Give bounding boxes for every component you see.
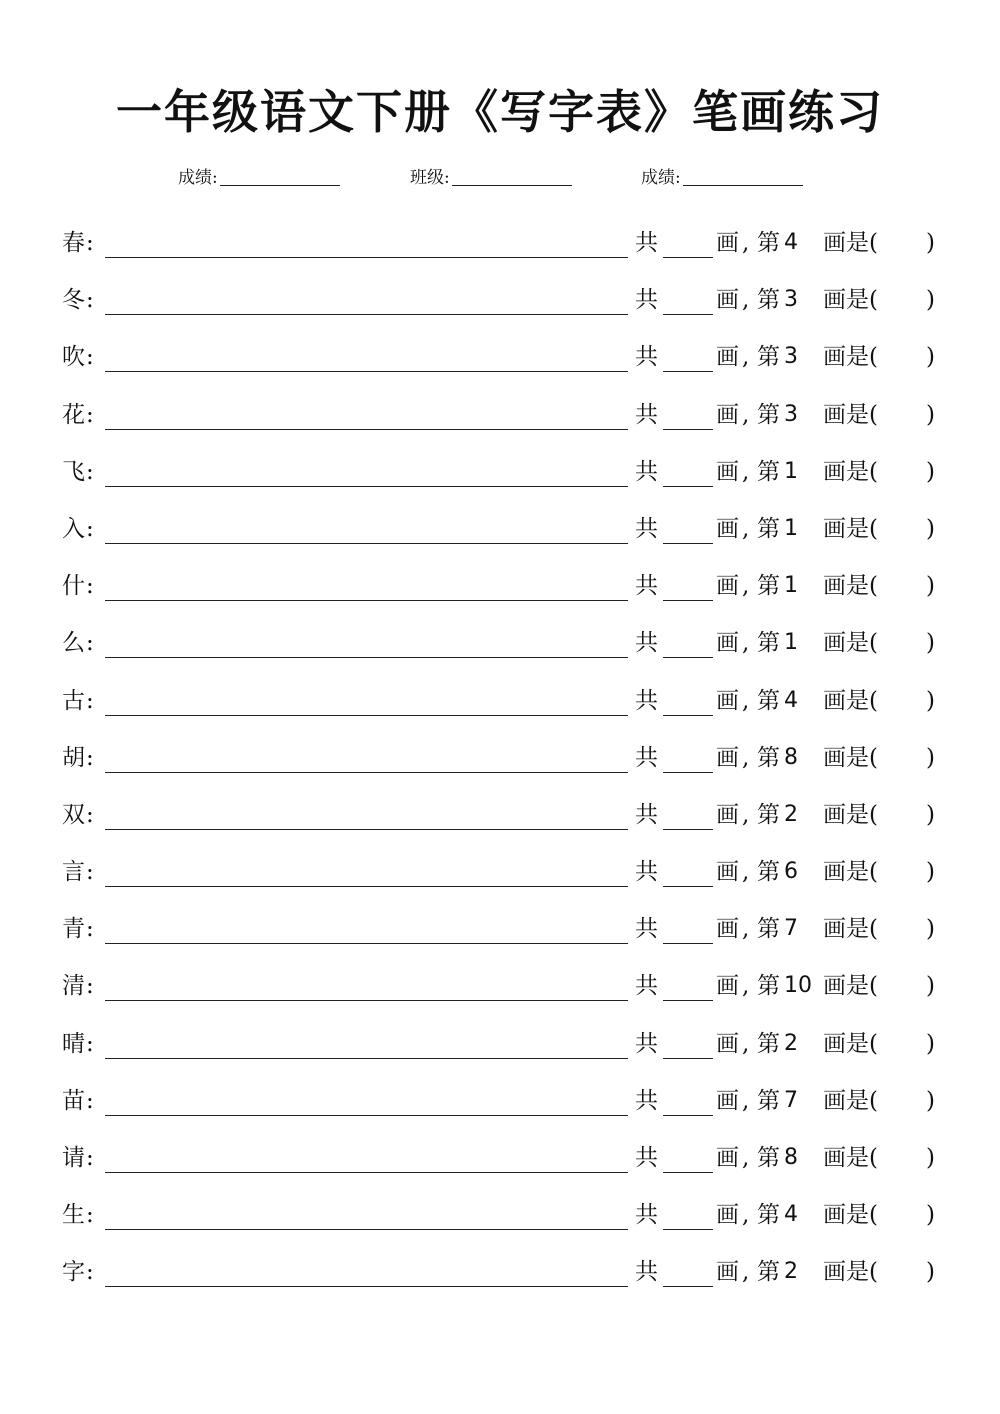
hua-label: 画 [716, 630, 739, 657]
answer-paren-close: ) [926, 401, 935, 428]
hua-label: 画 [716, 573, 739, 600]
exercise-row [0, 900, 1000, 957]
row-colon: : [86, 1202, 94, 1229]
score-label: 成绩: [178, 168, 218, 188]
exercise-row [0, 672, 1000, 729]
exercise-row [0, 386, 1000, 443]
answer-paren-close: ) [926, 230, 935, 256]
total-strokes-blank[interactable] [663, 886, 713, 887]
row-character: 古 [62, 687, 85, 714]
exercise-row [0, 1015, 1000, 1072]
stroke-index: 4 [784, 230, 798, 255]
total-strokes-blank[interactable] [663, 543, 713, 544]
class-label: 班级: [410, 168, 450, 188]
total-prefix: 共 [635, 1145, 658, 1171]
total-prefix: 共 [635, 573, 658, 600]
total-strokes-blank[interactable] [663, 943, 713, 944]
answer-paren-close: ) [926, 1087, 935, 1114]
exercise-row [0, 271, 1000, 328]
stroke-writing-line[interactable] [105, 1172, 628, 1173]
stroke-question: 画是( [823, 1087, 878, 1114]
row-colon: : [86, 344, 94, 371]
stroke-writing-line[interactable] [105, 1058, 628, 1059]
di-label: 第 [757, 230, 780, 256]
hua-label: 画 [716, 744, 739, 771]
row-comma: , [742, 801, 750, 828]
row-colon: : [86, 859, 94, 886]
row-comma: , [742, 630, 750, 657]
total-strokes-blank[interactable] [663, 257, 713, 258]
stroke-writing-line[interactable] [105, 543, 628, 544]
row-comma: , [742, 515, 750, 542]
total-prefix: 共 [635, 859, 658, 886]
row-colon: : [86, 744, 94, 771]
di-label: 第 [757, 401, 780, 428]
row-colon: : [86, 1145, 94, 1171]
row-colon: : [86, 458, 94, 485]
stroke-index: 1 [784, 630, 798, 656]
hua-label: 画 [716, 1145, 739, 1171]
di-label: 第 [757, 515, 780, 542]
stroke-index: 3 [784, 344, 798, 370]
hua-label: 画 [716, 287, 739, 314]
stroke-index: 1 [784, 458, 798, 484]
row-comma: , [742, 916, 750, 943]
total-prefix: 共 [635, 1030, 658, 1057]
stroke-question: 画是( [823, 515, 878, 542]
row-character: 飞 [62, 458, 85, 485]
row-character: 苗 [62, 1087, 85, 1114]
row-character: 冬 [62, 287, 85, 314]
row-character: 入 [62, 515, 85, 542]
total-strokes-blank[interactable] [663, 715, 713, 716]
row-comma: , [742, 344, 750, 371]
row-character: 请 [62, 1145, 85, 1171]
stroke-writing-line[interactable] [105, 943, 628, 944]
di-label: 第 [757, 1087, 780, 1114]
row-colon: : [86, 1259, 94, 1286]
hua-label: 画 [716, 859, 739, 886]
stroke-question: 画是( [823, 973, 878, 1000]
stroke-question: 画是( [823, 458, 878, 485]
hua-label: 画 [716, 1030, 739, 1057]
exercise-row [0, 1129, 1000, 1186]
stroke-question: 画是( [823, 859, 878, 886]
info-bar [0, 165, 1000, 191]
exercise-row [0, 1186, 1000, 1243]
row-character: 字 [62, 1259, 85, 1286]
answer-paren-close: ) [926, 1202, 935, 1229]
hua-label: 画 [716, 973, 739, 1000]
di-label: 第 [757, 801, 780, 828]
exercise-row [0, 1072, 1000, 1129]
stroke-question: 画是( [823, 344, 878, 371]
total-prefix: 共 [635, 287, 658, 314]
stroke-writing-line[interactable] [105, 314, 628, 315]
answer-paren-close: ) [926, 515, 935, 542]
total-strokes-blank[interactable] [663, 429, 713, 430]
page-title: 一年级语文下册《写字表》笔画练习 [116, 85, 884, 139]
stroke-index: 3 [784, 401, 798, 427]
exercise-row [0, 729, 1000, 786]
row-colon: : [86, 401, 94, 428]
total-prefix: 共 [635, 515, 658, 542]
class-field [410, 165, 572, 191]
stroke-writing-line[interactable] [105, 1229, 628, 1230]
row-colon: : [86, 916, 94, 943]
row-colon: : [86, 230, 94, 256]
answer-paren-close: ) [926, 344, 935, 371]
stroke-question: 画是( [823, 687, 878, 714]
answer-paren-close: ) [926, 687, 935, 714]
total-strokes-blank[interactable] [663, 314, 713, 315]
stroke-question: 画是( [823, 1259, 878, 1286]
stroke-question: 画是( [823, 1202, 878, 1229]
di-label: 第 [757, 916, 780, 943]
exercise-row [0, 500, 1000, 557]
stroke-writing-line[interactable] [105, 1115, 628, 1116]
total-strokes-blank[interactable] [663, 1286, 713, 1287]
exercise-row [0, 328, 1000, 385]
total-prefix: 共 [635, 1259, 658, 1286]
stroke-question: 画是( [823, 1030, 878, 1057]
hua-label: 画 [716, 916, 739, 943]
answer-paren-close: ) [926, 916, 935, 943]
total-prefix: 共 [635, 687, 658, 714]
hua-label: 画 [716, 401, 739, 428]
stroke-writing-line[interactable] [105, 371, 628, 372]
row-comma: , [742, 859, 750, 886]
hua-label: 画 [716, 230, 739, 256]
row-character: 双 [62, 801, 85, 828]
total-strokes-blank[interactable] [663, 772, 713, 773]
stroke-index: 4 [784, 1202, 798, 1228]
di-label: 第 [757, 630, 780, 657]
stroke-index: 8 [784, 1145, 798, 1170]
stroke-writing-line[interactable] [105, 715, 628, 716]
answer-paren-close: ) [926, 458, 935, 485]
stroke-question: 画是( [823, 630, 878, 657]
answer-paren-close: ) [926, 973, 935, 1000]
score-blank[interactable] [220, 165, 340, 186]
total-prefix: 共 [635, 744, 658, 771]
stroke-question: 画是( [823, 1145, 878, 1171]
answer-paren-close: ) [926, 287, 935, 314]
hua-label: 画 [716, 687, 739, 714]
row-colon: : [86, 573, 94, 600]
row-character: 花 [62, 401, 85, 428]
total-strokes-blank[interactable] [663, 1000, 713, 1001]
row-comma: , [742, 1202, 750, 1229]
exercise-row [0, 1243, 1000, 1300]
stroke-index: 2 [784, 1259, 798, 1285]
total-strokes-blank[interactable] [663, 1172, 713, 1173]
exercise-row [0, 557, 1000, 614]
answer-paren-close: ) [926, 573, 935, 600]
exercise-row [0, 214, 1000, 271]
total-prefix: 共 [635, 801, 658, 828]
answer-paren-close: ) [926, 744, 935, 771]
row-comma: , [742, 1087, 750, 1114]
answer-paren-close: ) [926, 1145, 935, 1171]
score-field-2 [641, 165, 803, 191]
row-character: 么 [62, 630, 85, 657]
stroke-writing-line[interactable] [105, 486, 628, 487]
row-comma: , [742, 1145, 750, 1171]
row-comma: , [742, 458, 750, 485]
total-prefix: 共 [635, 1202, 658, 1229]
exercise-row [0, 957, 1000, 1014]
exercise-row [0, 443, 1000, 500]
row-comma: , [742, 401, 750, 428]
stroke-question: 画是( [823, 916, 878, 943]
total-prefix: 共 [635, 458, 658, 485]
answer-paren-close: ) [926, 630, 935, 657]
stroke-index: 3 [784, 287, 798, 313]
answer-paren-close: ) [926, 801, 935, 828]
di-label: 第 [757, 1030, 780, 1057]
di-label: 第 [757, 687, 780, 714]
answer-paren-close: ) [926, 859, 935, 886]
row-comma: , [742, 687, 750, 714]
row-comma: , [742, 973, 750, 1000]
stroke-writing-line[interactable] [105, 886, 628, 887]
row-comma: , [742, 573, 750, 600]
stroke-writing-line[interactable] [105, 1286, 628, 1287]
stroke-question: 画是( [823, 230, 878, 256]
stroke-question: 画是( [823, 287, 878, 314]
row-comma: , [742, 287, 750, 314]
score-label-2: 成绩: [641, 168, 681, 188]
stroke-question: 画是( [823, 801, 878, 828]
hua-label: 画 [716, 1202, 739, 1229]
total-prefix: 共 [635, 230, 658, 256]
total-prefix: 共 [635, 344, 658, 371]
di-label: 第 [757, 1259, 780, 1286]
total-strokes-blank[interactable] [663, 1058, 713, 1059]
hua-label: 画 [716, 801, 739, 828]
stroke-index: 2 [784, 801, 798, 827]
row-character: 青 [62, 916, 85, 943]
row-colon: : [86, 630, 94, 657]
stroke-index: 4 [784, 687, 798, 713]
total-strokes-blank[interactable] [663, 1115, 713, 1116]
di-label: 第 [757, 344, 780, 371]
stroke-writing-line[interactable] [105, 1000, 628, 1001]
hua-label: 画 [716, 344, 739, 371]
stroke-writing-line[interactable] [105, 600, 628, 601]
row-character: 吹 [62, 344, 85, 371]
class-blank[interactable] [452, 165, 572, 186]
score-blank-2[interactable] [683, 165, 803, 186]
row-colon: : [86, 1087, 94, 1114]
row-character: 生 [62, 1202, 85, 1229]
hua-label: 画 [716, 515, 739, 542]
row-comma: , [742, 230, 750, 256]
row-character: 胡 [62, 744, 85, 771]
di-label: 第 [757, 573, 780, 600]
stroke-question: 画是( [823, 401, 878, 428]
row-character: 清 [62, 973, 85, 1000]
total-strokes-blank[interactable] [663, 829, 713, 830]
hua-label: 画 [716, 1259, 739, 1286]
answer-paren-close: ) [926, 1259, 935, 1286]
row-colon: : [86, 1030, 94, 1057]
stroke-index: 7 [784, 1087, 798, 1113]
hua-label: 画 [716, 1087, 739, 1114]
stroke-question: 画是( [823, 573, 878, 600]
exercise-row [0, 843, 1000, 900]
score-field [178, 165, 340, 191]
row-character: 晴 [62, 1030, 85, 1057]
stroke-index: 7 [784, 916, 798, 942]
stroke-writing-line[interactable] [105, 429, 628, 430]
di-label: 第 [757, 458, 780, 485]
row-comma: , [742, 1030, 750, 1057]
row-character: 什 [62, 573, 85, 600]
total-prefix: 共 [635, 1087, 658, 1114]
total-prefix: 共 [635, 916, 658, 943]
total-prefix: 共 [635, 401, 658, 428]
total-strokes-blank[interactable] [663, 1229, 713, 1230]
row-colon: : [86, 687, 94, 714]
stroke-index: 10 [784, 973, 812, 999]
stroke-writing-line[interactable] [105, 772, 628, 773]
stroke-writing-line[interactable] [105, 257, 628, 258]
total-prefix: 共 [635, 973, 658, 1000]
total-strokes-blank[interactable] [663, 486, 713, 487]
stroke-index: 1 [784, 573, 798, 599]
exercise-list [0, 214, 1000, 1301]
di-label: 第 [757, 1202, 780, 1229]
di-label: 第 [757, 1145, 780, 1171]
stroke-writing-line[interactable] [105, 657, 628, 658]
answer-paren-close: ) [926, 1030, 935, 1057]
row-character: 言 [62, 859, 85, 886]
stroke-question: 画是( [823, 744, 878, 771]
row-comma: , [742, 744, 750, 771]
di-label: 第 [757, 287, 780, 314]
stroke-writing-line[interactable] [105, 829, 628, 830]
row-colon: : [86, 515, 94, 542]
di-label: 第 [757, 859, 780, 886]
row-colon: : [86, 287, 94, 314]
di-label: 第 [757, 744, 780, 771]
stroke-index: 6 [784, 859, 798, 885]
row-colon: : [86, 801, 94, 828]
total-strokes-blank[interactable] [663, 600, 713, 601]
stroke-index: 1 [784, 515, 798, 541]
hua-label: 画 [716, 458, 739, 485]
row-comma: , [742, 1259, 750, 1286]
exercise-row [0, 614, 1000, 671]
stroke-index: 8 [784, 744, 798, 770]
total-prefix: 共 [635, 630, 658, 657]
total-strokes-blank[interactable] [663, 371, 713, 372]
stroke-index: 2 [784, 1030, 798, 1056]
row-colon: : [86, 973, 94, 1000]
total-strokes-blank[interactable] [663, 657, 713, 658]
row-character: 春 [62, 230, 85, 256]
exercise-row [0, 786, 1000, 843]
di-label: 第 [757, 973, 780, 1000]
